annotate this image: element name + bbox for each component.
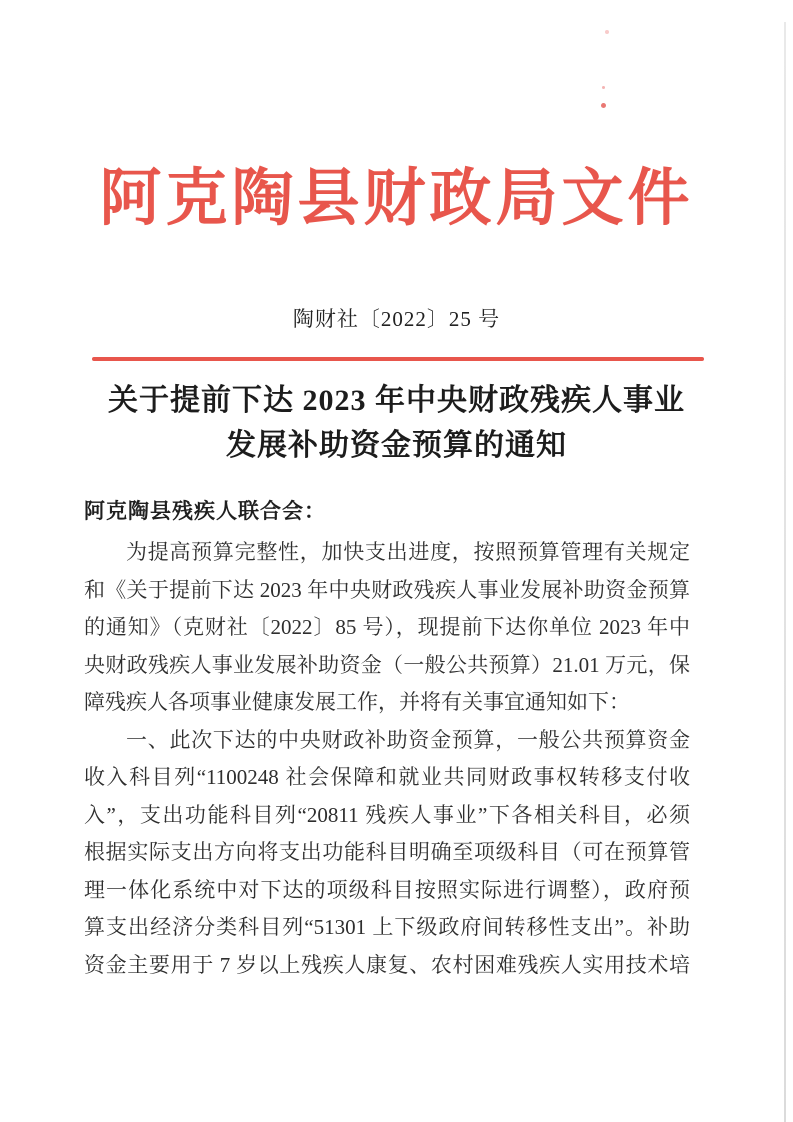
body-line: 央财政残疾人事业发展补助资金（一般公共预算）21.01 万元，保	[84, 652, 690, 677]
scan-speck	[602, 86, 605, 89]
scan-speck	[605, 30, 609, 34]
subject-line-2: 发展补助资金预算的通知	[226, 429, 567, 462]
red-divider-line	[92, 357, 704, 361]
body-line: 算支出经济分类科目列“51301 上下级政府间转移性支出”。补助	[84, 915, 690, 939]
body-line: 一、此次下达的中央财政补助资金预算，一般公共预算资金	[126, 727, 690, 752]
body-line: 障残疾人各项事业健康发展工作，并将有关事宜通知如下：	[84, 690, 630, 714]
document-number: 陶财社〔2022〕25 号	[292, 307, 501, 331]
body-line: 的通知》（克财社〔2022〕85 号），现提前下达你单位 2023 年中	[84, 615, 690, 639]
body-line: 入”，支出功能科目列“20811 残疾人事业”下各相关科目，必须	[84, 802, 690, 827]
body-line: 根据实际支出方向将支出功能科目明确至项级科目（可在预算管	[84, 840, 690, 864]
body-line: 为提高预算完整性，加快支出进度，按照预算管理有关规定	[126, 540, 690, 564]
body-line: 和《关于提前下达 2023 年中央财政残疾人事业发展补助资金预算	[84, 577, 690, 602]
body-line: 收入科目列“1100248 社会保障和就业共同财政事权转移支付收	[84, 765, 690, 789]
document-subject-title	[0, 378, 793, 468]
scan-edge-artifact	[784, 22, 786, 1122]
subject-line-1: 关于提前下达 2023 年中央财政残疾人事业	[108, 384, 685, 417]
body-line: 资金主要用于 7 岁以上残疾人康复、农村困难残疾人实用技术培	[84, 952, 690, 977]
body-line: 理一体化系统中对下达的项级科目按照实际进行调整），政府预	[84, 877, 690, 902]
issuing-agency-title: 阿克陶县财政局文件	[99, 165, 694, 233]
document-body	[84, 534, 690, 984]
recipient-line: 阿克陶县残疾人联合会：	[84, 500, 326, 523]
scan-speck	[601, 103, 606, 108]
